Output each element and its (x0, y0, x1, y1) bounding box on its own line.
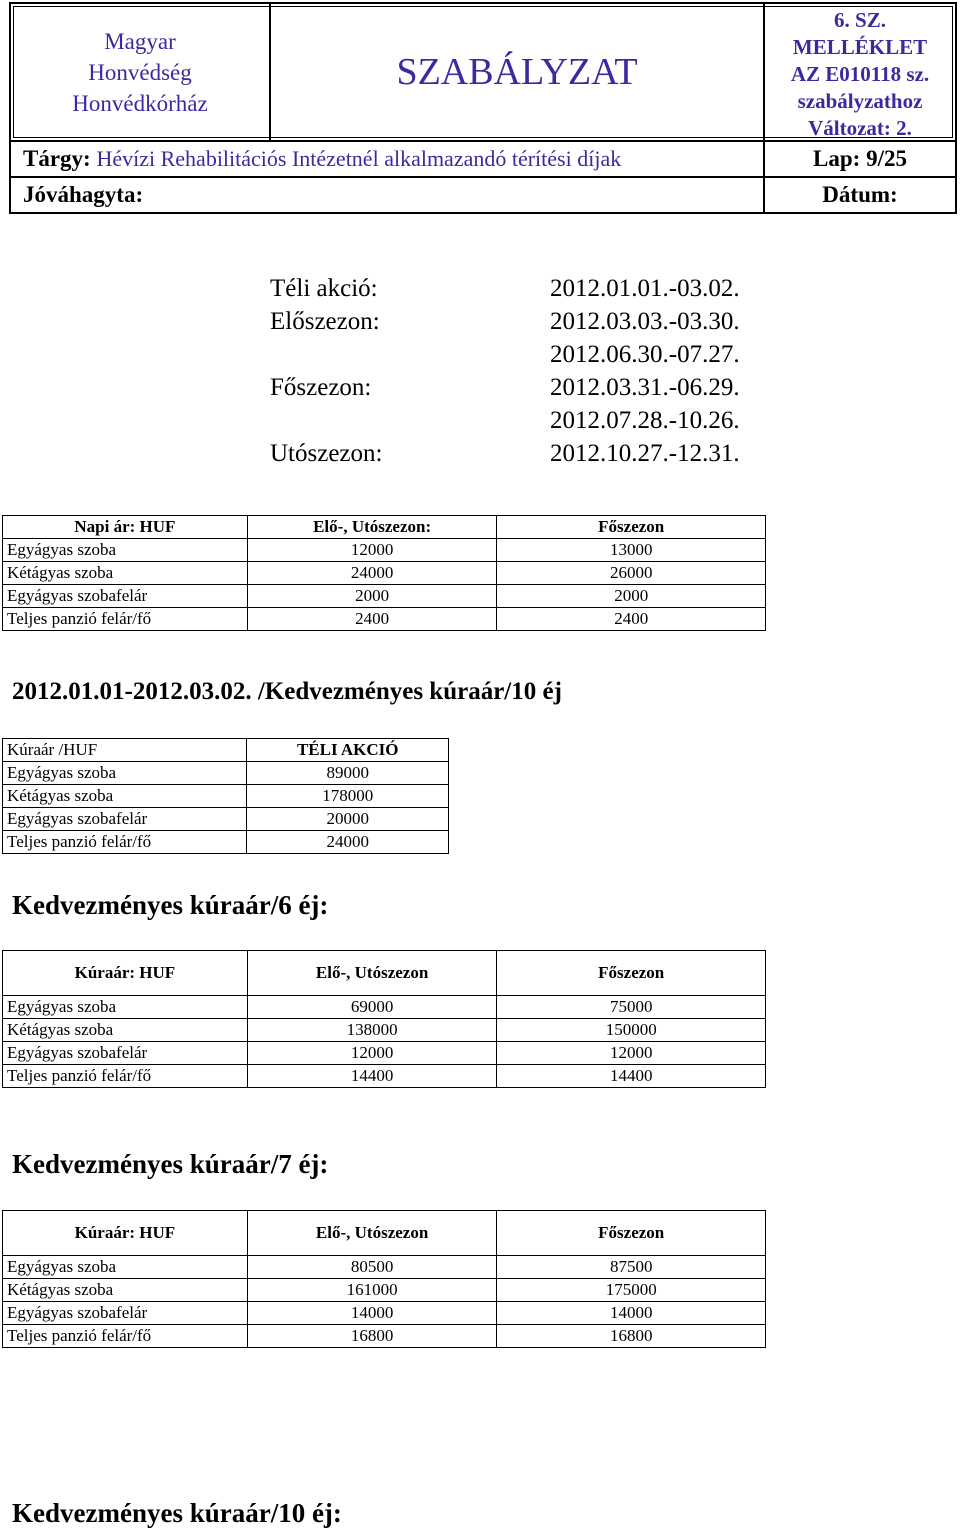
table-row (3, 1302, 766, 1325)
table-cell: Egyágyas szobafelár (3, 585, 248, 608)
table-cell: 14000 (497, 1302, 766, 1325)
season-dates: 2012.03.31.-06.29. (550, 374, 740, 401)
table-cell: 89000 (247, 762, 449, 785)
table-cell: 138000 (247, 1019, 497, 1042)
table-cell: Egyágyas szoba (3, 539, 248, 562)
season-row (270, 437, 740, 470)
column-header: Kúraár /HUF (3, 739, 247, 762)
table-cell: 24000 (247, 831, 449, 854)
table-row (3, 1019, 766, 1042)
column-header: Főszezon (497, 951, 766, 996)
table-cell: Egyágyas szoba (3, 762, 247, 785)
table-row (3, 539, 766, 562)
table-cell: 2000 (497, 585, 766, 608)
table-cell: Egyágyas szobafelár (3, 1042, 248, 1065)
season-dates: 2012.03.03.-03.30. (550, 308, 740, 335)
season-dates: 2012.07.28.-10.26. (550, 407, 740, 434)
table-row (3, 762, 449, 785)
table-cell: 69000 (247, 996, 497, 1019)
annex-line: 6. SZ. (834, 7, 886, 32)
table-cell: 16800 (247, 1325, 497, 1348)
season-row (270, 272, 740, 305)
column-header: Kúraár: HUF (3, 951, 248, 996)
table-cell: 26000 (497, 562, 766, 585)
six-night-heading: Kedvezményes kúraár/6 éj: (12, 890, 329, 920)
table-row (3, 831, 449, 854)
org-line: Magyar (104, 28, 176, 54)
date-label: Dátum: (763, 178, 955, 212)
table-cell: 24000 (247, 562, 497, 585)
annex-line: MELLÉKLET (792, 34, 928, 59)
org-line: Honvédség (88, 59, 192, 85)
document-title: SZABÁLYZAT (271, 4, 765, 140)
organization-name (11, 4, 271, 140)
table-cell: 16800 (497, 1325, 766, 1348)
table-cell: 12000 (247, 1042, 497, 1065)
season-row (270, 305, 740, 338)
winter-offer-heading: 2012.01.01-2012.03.02. /Kedvezményes kúraár/10 éj (12, 678, 562, 705)
season-label (270, 404, 550, 437)
table-cell: 12000 (497, 1042, 766, 1065)
table-cell: Egyágyas szobafelár (3, 1302, 248, 1325)
table-cell: Egyágyas szobafelár (3, 808, 247, 831)
season-label: Utószezon: (270, 440, 383, 467)
table-cell: Teljes panzió felár/fő (3, 831, 247, 854)
table-header-row (3, 739, 449, 762)
table-cell: 80500 (247, 1256, 497, 1279)
seven-night-heading: Kedvezményes kúraár/7 éj: (12, 1149, 329, 1179)
ten-night-heading: Kedvezményes kúraár/10 éj: (12, 1498, 342, 1528)
table-cell: 175000 (497, 1279, 766, 1302)
seven-night-price-table (2, 1210, 766, 1348)
table-cell: Kétágyas szoba (3, 1019, 248, 1042)
table-cell: 12000 (247, 539, 497, 562)
table-cell: 178000 (247, 785, 449, 808)
approved-by-label: Jóváhagyta: (23, 182, 144, 207)
table-cell: 87500 (497, 1256, 766, 1279)
document-header (9, 2, 957, 142)
table-cell: Teljes panzió felár/fő (3, 608, 248, 631)
table-row (3, 562, 766, 585)
page-number: Lap: 9/25 (763, 142, 955, 176)
annex-info (765, 4, 955, 140)
season-list (270, 272, 740, 470)
table-cell: 14000 (247, 1302, 497, 1325)
table-row (3, 1256, 766, 1279)
season-dates: 2012.10.27.-12.31. (550, 440, 740, 467)
annex-line: AZ E010118 sz. (790, 61, 930, 86)
six-night-price-table (2, 950, 766, 1088)
table-cell: Kétágyas szoba (3, 785, 247, 808)
subject-row (9, 142, 957, 178)
season-label (270, 338, 550, 371)
column-header: Elő-, Utószezon (247, 951, 497, 996)
table-row (3, 1065, 766, 1088)
table-cell: Kétágyas szoba (3, 1279, 248, 1302)
table-cell: Kétágyas szoba (3, 562, 248, 585)
season-dates: 2012.01.01.-03.02. (550, 275, 740, 302)
column-header: Elő-, Utószezon: (247, 516, 497, 539)
season-row (270, 338, 740, 371)
table-cell: 13000 (497, 539, 766, 562)
table-cell: 2400 (247, 608, 497, 631)
column-header: Kúraár: HUF (3, 1211, 248, 1256)
table-header-row (3, 1211, 766, 1256)
table-row (3, 996, 766, 1019)
table-cell: 75000 (497, 996, 766, 1019)
table-cell: Egyágyas szoba (3, 1256, 248, 1279)
table-row (3, 808, 449, 831)
season-row (270, 404, 740, 437)
table-row (3, 585, 766, 608)
table-cell: Teljes panzió felár/fő (3, 1065, 248, 1088)
table-cell: 14400 (497, 1065, 766, 1088)
column-header: Elő-, Utószezon (247, 1211, 497, 1256)
season-row (270, 371, 740, 404)
table-row (3, 1042, 766, 1065)
season-dates: 2012.06.30.-07.27. (550, 341, 740, 368)
column-header: Napi ár: HUF (3, 516, 248, 539)
column-header: Főszezon (497, 1211, 766, 1256)
approval-row (9, 178, 957, 214)
org-line: Honvédkórház (72, 90, 208, 116)
table-row (3, 608, 766, 631)
table-cell: 2000 (247, 585, 497, 608)
column-header: Főszezon (497, 516, 766, 539)
table-header-row (3, 516, 766, 539)
table-header-row (3, 951, 766, 996)
table-cell: Egyágyas szoba (3, 996, 248, 1019)
annex-line: szabályzathoz (797, 88, 923, 113)
season-label: Főszezon: (270, 374, 372, 401)
season-label: Téli akció: (270, 275, 378, 302)
table-cell: 150000 (497, 1019, 766, 1042)
table-cell: Teljes panzió felár/fő (3, 1325, 248, 1348)
subject-label: Tárgy: (23, 146, 91, 171)
table-cell: 2400 (497, 608, 766, 631)
table-row (3, 1279, 766, 1302)
table-row (3, 1325, 766, 1348)
daily-price-table (2, 515, 766, 631)
annex-line: Változat: 2. (808, 115, 912, 140)
column-header: TÉLI AKCIÓ (247, 739, 449, 762)
table-cell: 161000 (247, 1279, 497, 1302)
subject (11, 146, 763, 172)
winter-offer-table (2, 738, 449, 854)
subject-value: Hévízi Rehabilitációs Intézetnél alkalmazandó térítési díjak (96, 146, 622, 171)
season-label: Előszezon: (270, 308, 380, 335)
table-row (3, 785, 449, 808)
table-cell: 14400 (247, 1065, 497, 1088)
table-cell: 20000 (247, 808, 449, 831)
